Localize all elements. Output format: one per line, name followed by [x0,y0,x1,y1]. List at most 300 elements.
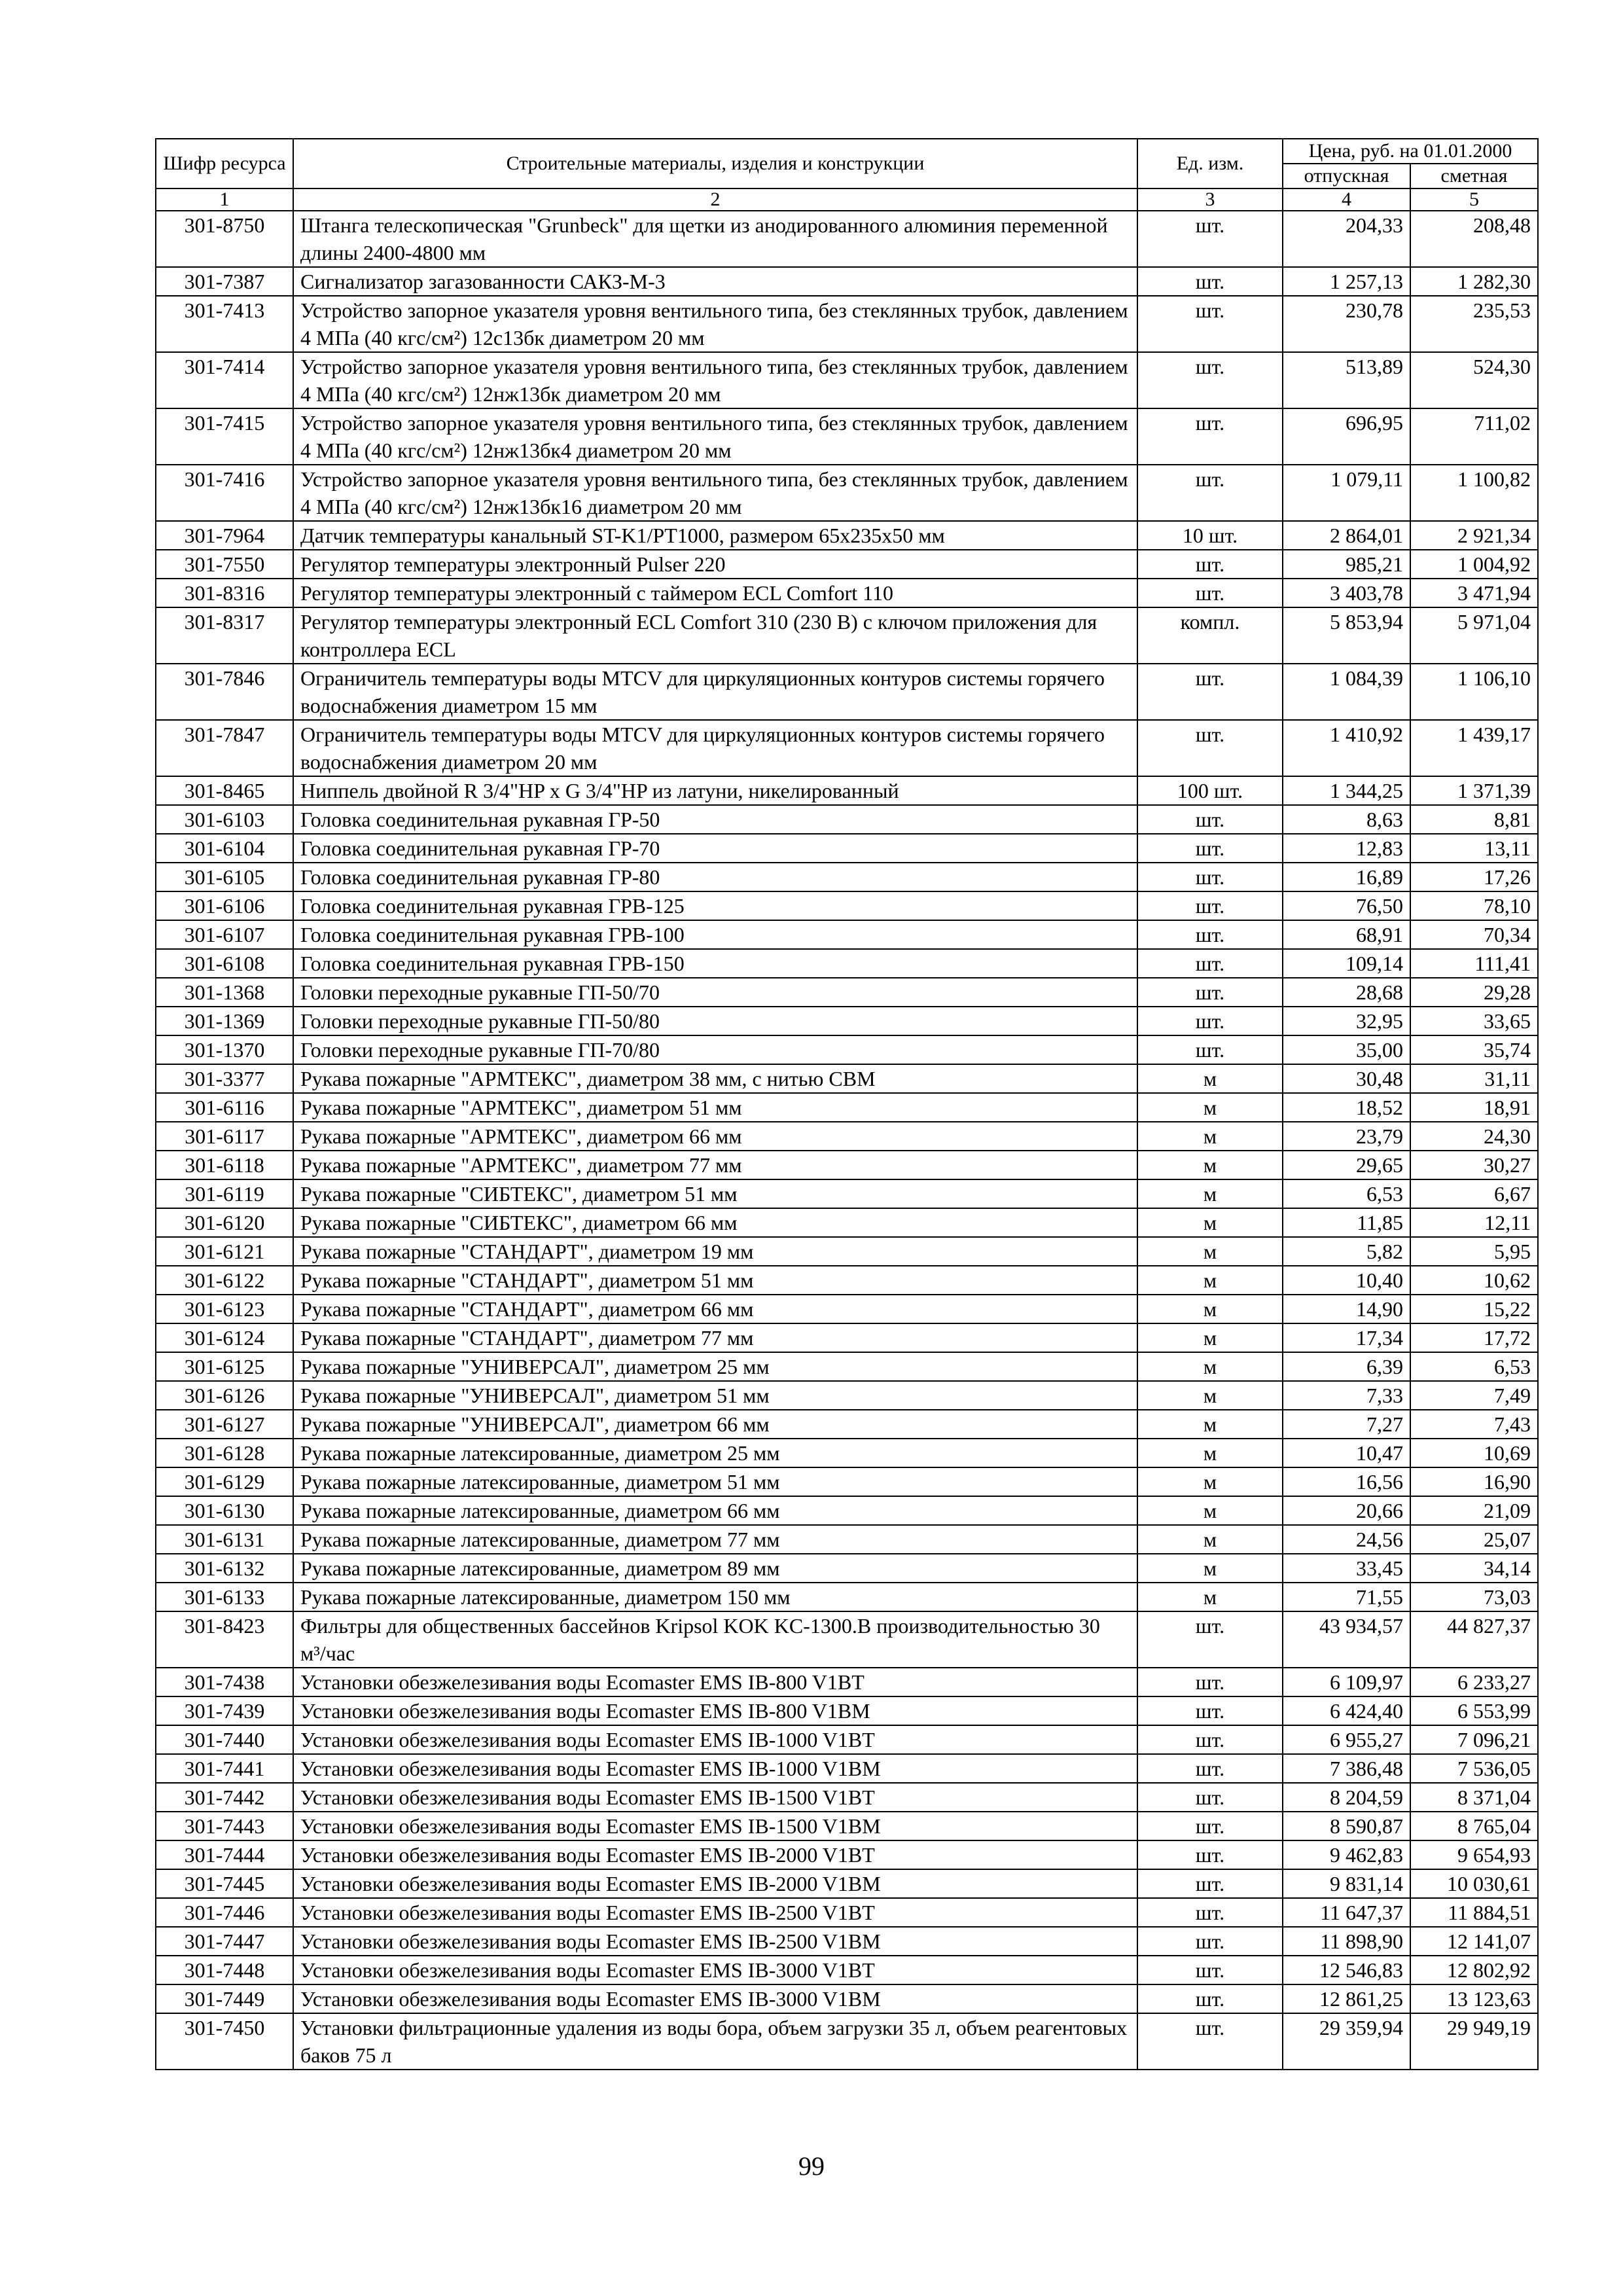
table-row [156,720,1538,776]
estimate-price-cell: 8 765,04 [1410,1812,1538,1840]
unit-cell: м [1137,1381,1283,1410]
material-name-cell: Штанга телескопическая "Grunbeck" для щетки из анодированного алюминия переменной длины 2400-4800 мм [293,211,1137,267]
material-name-cell: Рукава пожарные "УНИВЕРСАЛ", диаметром 66 мм [293,1410,1137,1439]
wholesale-price-cell: 43 934,57 [1283,1611,1410,1668]
estimate-price-cell: 7 096,21 [1410,1725,1538,1754]
resource-code-cell: 301-6133 [156,1583,293,1611]
resource-code-cell: 301-8316 [156,579,293,607]
table-row [156,211,1538,267]
resource-code-cell: 301-6131 [156,1525,293,1554]
estimate-price-cell: 17,72 [1410,1323,1538,1352]
table-row [156,1984,1538,2013]
resource-code-cell: 301-7847 [156,720,293,776]
resource-code-cell: 301-6106 [156,891,293,920]
column-number: 1 [156,188,293,211]
resource-code-cell: 301-3377 [156,1064,293,1093]
unit-cell: шт. [1137,920,1283,949]
wholesale-price-cell: 16,89 [1283,863,1410,891]
material-name-cell: Устройство запорное указателя уровня вентильного типа, без стеклянных трубок, давлением 4 МПа (40 кгс/см²) 12нж13бк4 диаметром 20 мм [293,408,1137,465]
wholesale-price-cell: 1 079,11 [1283,465,1410,521]
wholesale-price-cell: 29,65 [1283,1151,1410,1179]
unit-cell: шт. [1137,1696,1283,1725]
table-row [156,1064,1538,1093]
estimate-price-cell: 6 553,99 [1410,1696,1538,1725]
resource-code-cell: 301-6130 [156,1496,293,1525]
table-row [156,1323,1538,1352]
resource-code-cell: 301-7447 [156,1927,293,1956]
unit-cell: шт. [1137,891,1283,920]
wholesale-price-cell: 6,39 [1283,1352,1410,1381]
unit-cell: м [1137,1352,1283,1381]
estimate-price-cell: 21,09 [1410,1496,1538,1525]
wholesale-price-cell: 12 546,83 [1283,1956,1410,1984]
table-row [156,1352,1538,1381]
unit-cell: шт. [1137,465,1283,521]
wholesale-price-cell: 204,33 [1283,211,1410,267]
wholesale-price-cell: 18,52 [1283,1093,1410,1122]
resource-code-cell: 301-6121 [156,1237,293,1266]
resource-code-cell: 301-8423 [156,1611,293,1668]
unit-cell: шт. [1137,720,1283,776]
material-name-cell: Головка соединительная рукавная ГРВ-150 [293,949,1137,978]
estimate-price-cell: 235,53 [1410,296,1538,352]
material-name-cell: Рукава пожарные "СТАНДАРТ", диаметром 66 мм [293,1295,1137,1323]
unit-cell: шт. [1137,1007,1283,1035]
estimate-price-cell: 12 802,92 [1410,1956,1538,1984]
header-code: Шифр ресурса [156,139,293,188]
estimate-price-cell: 8 371,04 [1410,1783,1538,1812]
estimate-price-cell: 73,03 [1410,1583,1538,1611]
material-name-cell: Устройство запорное указателя уровня вентильного типа, без стеклянных трубок, давлением 4 МПа (40 кгс/см²) 12нж13бк диаметром 20 мм [293,352,1137,408]
estimate-price-cell: 13,11 [1410,834,1538,863]
estimate-price-cell: 5 971,04 [1410,607,1538,664]
material-name-cell: Головка соединительная рукавная ГР-70 [293,834,1137,863]
wholesale-price-cell: 1 257,13 [1283,267,1410,296]
resource-code-cell: 301-7846 [156,664,293,720]
material-name-cell: Рукава пожарные "СТАНДАРТ", диаметром 19 мм [293,1237,1137,1266]
estimate-price-cell: 524,30 [1410,352,1538,408]
resource-code-cell: 301-1369 [156,1007,293,1035]
unit-cell: м [1137,1064,1283,1093]
unit-cell: м [1137,1179,1283,1208]
material-name-cell: Датчик температуры канальный ST-K1/PT1000, размером 65x235x50 мм [293,521,1137,550]
table-row [156,352,1538,408]
table-row [156,579,1538,607]
table-row [156,1381,1538,1410]
unit-cell: шт. [1137,978,1283,1007]
wholesale-price-cell: 109,14 [1283,949,1410,978]
estimate-price-cell: 13 123,63 [1410,1984,1538,2013]
material-name-cell: Головка соединительная рукавная ГР-80 [293,863,1137,891]
material-name-cell: Установки обезжелезивания воды Ecomaster EMS IB-1000 V1BT [293,1725,1137,1754]
table-row [156,1439,1538,1467]
wholesale-price-cell: 14,90 [1283,1295,1410,1323]
material-name-cell: Установки обезжелезивания воды Ecomaster EMS IB-3000 V1BT [293,1956,1137,1984]
wholesale-price-cell: 23,79 [1283,1122,1410,1151]
resource-code-cell: 301-8317 [156,607,293,664]
unit-cell: м [1137,1410,1283,1439]
wholesale-price-cell: 32,95 [1283,1007,1410,1035]
table-row [156,1696,1538,1725]
estimate-price-cell: 35,74 [1410,1035,1538,1064]
resource-code-cell: 301-7441 [156,1754,293,1783]
material-name-cell: Установки обезжелезивания воды Ecomaster EMS IB-2500 V1BT [293,1898,1137,1927]
unit-cell: м [1137,1496,1283,1525]
table-row [156,521,1538,550]
header-wholesale: отпускная [1283,164,1410,188]
wholesale-price-cell: 29 359,94 [1283,2013,1410,2070]
wholesale-price-cell: 9 462,83 [1283,1840,1410,1869]
estimate-price-cell: 111,41 [1410,949,1538,978]
wholesale-price-cell: 8 590,87 [1283,1812,1410,1840]
table-row [156,2013,1538,2070]
wholesale-price-cell: 696,95 [1283,408,1410,465]
wholesale-price-cell: 1 084,39 [1283,664,1410,720]
table-row [156,1812,1538,1840]
material-name-cell: Регулятор температуры электронный Pulser 220 [293,550,1137,579]
resource-code-cell: 301-7446 [156,1898,293,1927]
table-row [156,1583,1538,1611]
wholesale-price-cell: 8,63 [1283,805,1410,834]
resource-code-cell: 301-7413 [156,296,293,352]
wholesale-price-cell: 2 864,01 [1283,521,1410,550]
wholesale-price-cell: 28,68 [1283,978,1410,1007]
unit-cell: м [1137,1525,1283,1554]
wholesale-price-cell: 76,50 [1283,891,1410,920]
resource-code-cell: 301-7414 [156,352,293,408]
material-name-cell: Установки обезжелезивания воды Ecomaster EMS IB-3000 V1BM [293,1984,1137,2013]
unit-cell: шт. [1137,1869,1283,1898]
resource-code-cell: 301-6105 [156,863,293,891]
resource-code-cell: 301-7448 [156,1956,293,1984]
table-row [156,1295,1538,1323]
unit-cell: м [1137,1295,1283,1323]
resource-code-cell: 301-7443 [156,1812,293,1840]
table-row [156,1956,1538,1984]
unit-cell: шт. [1137,805,1283,834]
wholesale-price-cell: 16,56 [1283,1467,1410,1496]
resource-code-cell: 301-7550 [156,550,293,579]
unit-cell: шт. [1137,1783,1283,1812]
table-row [156,1410,1538,1439]
unit-cell: шт. [1137,664,1283,720]
table-row [156,1237,1538,1266]
resource-code-cell: 301-7450 [156,2013,293,2070]
estimate-price-cell: 6,67 [1410,1179,1538,1208]
table-row [156,267,1538,296]
unit-cell: 100 шт. [1137,776,1283,805]
material-name-cell: Рукава пожарные латексированные, диаметром 66 мм [293,1496,1137,1525]
estimate-price-cell: 3 471,94 [1410,579,1538,607]
wholesale-price-cell: 9 831,14 [1283,1869,1410,1898]
table-row [156,776,1538,805]
wholesale-price-cell: 6 424,40 [1283,1696,1410,1725]
table-row [156,550,1538,579]
resource-code-cell: 301-6104 [156,834,293,863]
estimate-price-cell: 2 921,34 [1410,521,1538,550]
unit-cell: шт. [1137,1956,1283,1984]
unit-cell: шт. [1137,1611,1283,1668]
material-name-cell: Рукава пожарные "СТАНДАРТ", диаметром 51 мм [293,1266,1137,1295]
unit-cell: м [1137,1266,1283,1295]
estimate-price-cell: 5,95 [1410,1237,1538,1266]
resource-code-cell: 301-7440 [156,1725,293,1754]
estimate-price-cell: 6,53 [1410,1352,1538,1381]
table-row [156,1668,1538,1696]
table-row [156,1927,1538,1956]
estimate-price-cell: 24,30 [1410,1122,1538,1151]
table-body [156,211,1538,2070]
wholesale-price-cell: 11,85 [1283,1208,1410,1237]
estimate-price-cell: 18,91 [1410,1093,1538,1122]
estimate-price-cell: 34,14 [1410,1554,1538,1583]
resource-code-cell: 301-6116 [156,1093,293,1122]
material-name-cell: Установки обезжелезивания воды Ecomaster EMS IB-800 V1BM [293,1696,1137,1725]
material-name-cell: Рукава пожарные "СИБТЕКС", диаметром 66 мм [293,1208,1137,1237]
table-row [156,978,1538,1007]
wholesale-price-cell: 230,78 [1283,296,1410,352]
unit-cell: шт. [1137,2013,1283,2070]
estimate-price-cell: 1 100,82 [1410,465,1538,521]
unit-cell: м [1137,1323,1283,1352]
resource-code-cell: 301-6117 [156,1122,293,1151]
unit-cell: шт. [1137,1927,1283,1956]
resource-code-cell: 301-6127 [156,1410,293,1439]
resource-code-cell: 301-8750 [156,211,293,267]
wholesale-price-cell: 5 853,94 [1283,607,1410,664]
estimate-price-cell: 31,11 [1410,1064,1538,1093]
header-unit: Ед. изм. [1137,139,1283,188]
wholesale-price-cell: 6 109,97 [1283,1668,1410,1696]
header-estimate: сметная [1410,164,1538,188]
unit-cell: шт. [1137,834,1283,863]
resource-code-cell: 301-7445 [156,1869,293,1898]
material-name-cell: Головка соединительная рукавная ГР-50 [293,805,1137,834]
resource-code-cell: 301-7449 [156,1984,293,2013]
unit-cell: шт. [1137,949,1283,978]
material-name-cell: Установки обезжелезивания воды Ecomaster EMS IB-800 V1BT [293,1668,1137,1696]
unit-cell: шт. [1137,1898,1283,1927]
wholesale-price-cell: 6,53 [1283,1179,1410,1208]
material-name-cell: Рукава пожарные "УНИВЕРСАЛ", диаметром 25 мм [293,1352,1137,1381]
wholesale-price-cell: 30,48 [1283,1064,1410,1093]
resource-code-cell: 301-6128 [156,1439,293,1467]
resource-code-cell: 301-6132 [156,1554,293,1583]
table-row [156,1093,1538,1122]
material-name-cell: Рукава пожарные "СТАНДАРТ", диаметром 77 мм [293,1323,1137,1352]
estimate-price-cell: 70,34 [1410,920,1538,949]
estimate-price-cell: 1 371,39 [1410,776,1538,805]
wholesale-price-cell: 20,66 [1283,1496,1410,1525]
wholesale-price-cell: 12 861,25 [1283,1984,1410,2013]
resource-code-cell: 301-6126 [156,1381,293,1410]
unit-cell: шт. [1137,267,1283,296]
unit-cell: шт. [1137,1725,1283,1754]
material-name-cell: Головки переходные рукавные ГП-70/80 [293,1035,1137,1064]
estimate-price-cell: 9 654,93 [1410,1840,1538,1869]
material-name-cell: Устройство запорное указателя уровня вентильного типа, без стеклянных трубок, давлением 4 МПа (40 кгс/см²) 12с13бк диаметром 20 мм [293,296,1137,352]
estimate-price-cell: 30,27 [1410,1151,1538,1179]
table-row [156,863,1538,891]
material-name-cell: Головка соединительная рукавная ГРВ-100 [293,920,1137,949]
table-row [156,1840,1538,1869]
material-name-cell: Установки обезжелезивания воды Ecomaster EMS IB-2000 V1BM [293,1869,1137,1898]
wholesale-price-cell: 985,21 [1283,550,1410,579]
table-row [156,1179,1538,1208]
estimate-price-cell: 12 141,07 [1410,1927,1538,1956]
table-row [156,1122,1538,1151]
resource-code-cell: 301-6125 [156,1352,293,1381]
unit-cell: шт. [1137,550,1283,579]
table-row [156,1525,1538,1554]
material-name-cell: Установки обезжелезивания воды Ecomaster EMS IB-1000 V1BM [293,1754,1137,1783]
estimate-price-cell: 29,28 [1410,978,1538,1007]
unit-cell: м [1137,1151,1283,1179]
estimate-price-cell: 208,48 [1410,211,1538,267]
resource-code-cell: 301-8465 [156,776,293,805]
wholesale-price-cell: 8 204,59 [1283,1783,1410,1812]
resource-code-cell: 301-6108 [156,949,293,978]
unit-cell: м [1137,1439,1283,1467]
resource-code-cell: 301-7416 [156,465,293,521]
header-price: Цена, руб. на 01.01.2000 [1283,139,1538,164]
wholesale-price-cell: 1 410,92 [1283,720,1410,776]
unit-cell: м [1137,1122,1283,1151]
wholesale-price-cell: 10,40 [1283,1266,1410,1295]
wholesale-price-cell: 12,83 [1283,834,1410,863]
material-name-cell: Рукава пожарные "СИБТЕКС", диаметром 51 мм [293,1179,1137,1208]
page-number: 99 [798,2151,825,2181]
estimate-price-cell: 7 536,05 [1410,1754,1538,1783]
material-name-cell: Установки обезжелезивания воды Ecomaster EMS IB-1500 V1BT [293,1783,1137,1812]
table-row [156,1266,1538,1295]
resource-code-cell: 301-6122 [156,1266,293,1295]
resource-code-cell: 301-7415 [156,408,293,465]
wholesale-price-cell: 11 898,90 [1283,1927,1410,1956]
material-name-cell: Рукава пожарные латексированные, диаметром 150 мм [293,1583,1137,1611]
estimate-price-cell: 7,43 [1410,1410,1538,1439]
column-number: 3 [1137,188,1283,211]
resource-code-cell: 301-6118 [156,1151,293,1179]
table-row [156,1754,1538,1783]
table-row [156,949,1538,978]
table-row [156,408,1538,465]
unit-cell: шт. [1137,579,1283,607]
table-row [156,296,1538,352]
table-row [156,920,1538,949]
estimate-price-cell: 16,90 [1410,1467,1538,1496]
column-number: 5 [1410,188,1538,211]
table-row [156,1151,1538,1179]
price-table [155,138,1539,2070]
wholesale-price-cell: 6 955,27 [1283,1725,1410,1754]
wholesale-price-cell: 33,45 [1283,1554,1410,1583]
table-row [156,1554,1538,1583]
table-row [156,1467,1538,1496]
estimate-price-cell: 17,26 [1410,863,1538,891]
column-number: 2 [293,188,1137,211]
material-name-cell: Установки обезжелезивания воды Ecomaster EMS IB-2500 V1BM [293,1927,1137,1956]
resource-code-cell: 301-1370 [156,1035,293,1064]
table-row [156,1035,1538,1064]
unit-cell: м [1137,1208,1283,1237]
estimate-price-cell: 25,07 [1410,1525,1538,1554]
wholesale-price-cell: 513,89 [1283,352,1410,408]
material-name-cell: Головки переходные рукавные ГП-50/70 [293,978,1137,1007]
unit-cell: шт. [1137,352,1283,408]
resource-code-cell: 301-6123 [156,1295,293,1323]
unit-cell: компл. [1137,607,1283,664]
estimate-price-cell: 11 884,51 [1410,1898,1538,1927]
unit-cell: м [1137,1583,1283,1611]
unit-cell: м [1137,1554,1283,1583]
unit-cell: шт. [1137,1984,1283,2013]
estimate-price-cell: 33,65 [1410,1007,1538,1035]
resource-code-cell: 301-7439 [156,1696,293,1725]
resource-code-cell: 301-1368 [156,978,293,1007]
material-name-cell: Рукава пожарные "АРМТЕКС", диаметром 38 мм, с нитью СВМ [293,1064,1137,1093]
unit-cell: м [1137,1237,1283,1266]
estimate-price-cell: 8,81 [1410,805,1538,834]
unit-cell: шт. [1137,408,1283,465]
resource-code-cell: 301-6129 [156,1467,293,1496]
unit-cell: шт. [1137,1035,1283,1064]
material-name-cell: Рукава пожарные "УНИВЕРСАЛ", диаметром 51 мм [293,1381,1137,1410]
table-row [156,664,1538,720]
estimate-price-cell: 15,22 [1410,1295,1538,1323]
material-name-cell: Устройство запорное указателя уровня вентильного типа, без стеклянных трубок, давлением 4 МПа (40 кгс/см²) 12нж13бк16 диаметром 20 мм [293,465,1137,521]
resource-code-cell: 301-7438 [156,1668,293,1696]
resource-code-cell: 301-7387 [156,267,293,296]
unit-cell: м [1137,1467,1283,1496]
wholesale-price-cell: 17,34 [1283,1323,1410,1352]
material-name-cell: Сигнализатор загазованности САКЗ-М-3 [293,267,1137,296]
table-row [156,1208,1538,1237]
wholesale-price-cell: 11 647,37 [1283,1898,1410,1927]
resource-code-cell: 301-6120 [156,1208,293,1237]
estimate-price-cell: 6 233,27 [1410,1668,1538,1696]
estimate-price-cell: 10,62 [1410,1266,1538,1295]
estimate-price-cell: 1 106,10 [1410,664,1538,720]
unit-cell: шт. [1137,1754,1283,1783]
wholesale-price-cell: 10,47 [1283,1439,1410,1467]
unit-cell: м [1137,1093,1283,1122]
unit-cell: шт. [1137,1840,1283,1869]
estimate-price-cell: 10 030,61 [1410,1869,1538,1898]
material-name-cell: Рукава пожарные латексированные, диаметром 77 мм [293,1525,1137,1554]
material-name-cell: Регулятор температуры электронный ECL Comfort 310 (230 В) с ключом приложения для контроллера ECL [293,607,1137,664]
estimate-price-cell: 711,02 [1410,408,1538,465]
estimate-price-cell: 29 949,19 [1410,2013,1538,2070]
wholesale-price-cell: 24,56 [1283,1525,1410,1554]
material-name-cell: Рукава пожарные "АРМТЕКС", диаметром 66 мм [293,1122,1137,1151]
table-row [156,891,1538,920]
table-row [156,1007,1538,1035]
estimate-price-cell: 1 004,92 [1410,550,1538,579]
wholesale-price-cell: 35,00 [1283,1035,1410,1064]
wholesale-price-cell: 5,82 [1283,1237,1410,1266]
estimate-price-cell: 1 439,17 [1410,720,1538,776]
material-name-cell: Головка соединительная рукавная ГРВ-125 [293,891,1137,920]
resource-code-cell: 301-6103 [156,805,293,834]
wholesale-price-cell: 71,55 [1283,1583,1410,1611]
table-row [156,1725,1538,1754]
estimate-price-cell: 10,69 [1410,1439,1538,1467]
table-row [156,834,1538,863]
material-name-cell: Установки фильтрационные удаления из воды бора, объем загрузки 35 л, объем реагентовых баков 75 л [293,2013,1137,2070]
table-row [156,465,1538,521]
unit-cell: 10 шт. [1137,521,1283,550]
